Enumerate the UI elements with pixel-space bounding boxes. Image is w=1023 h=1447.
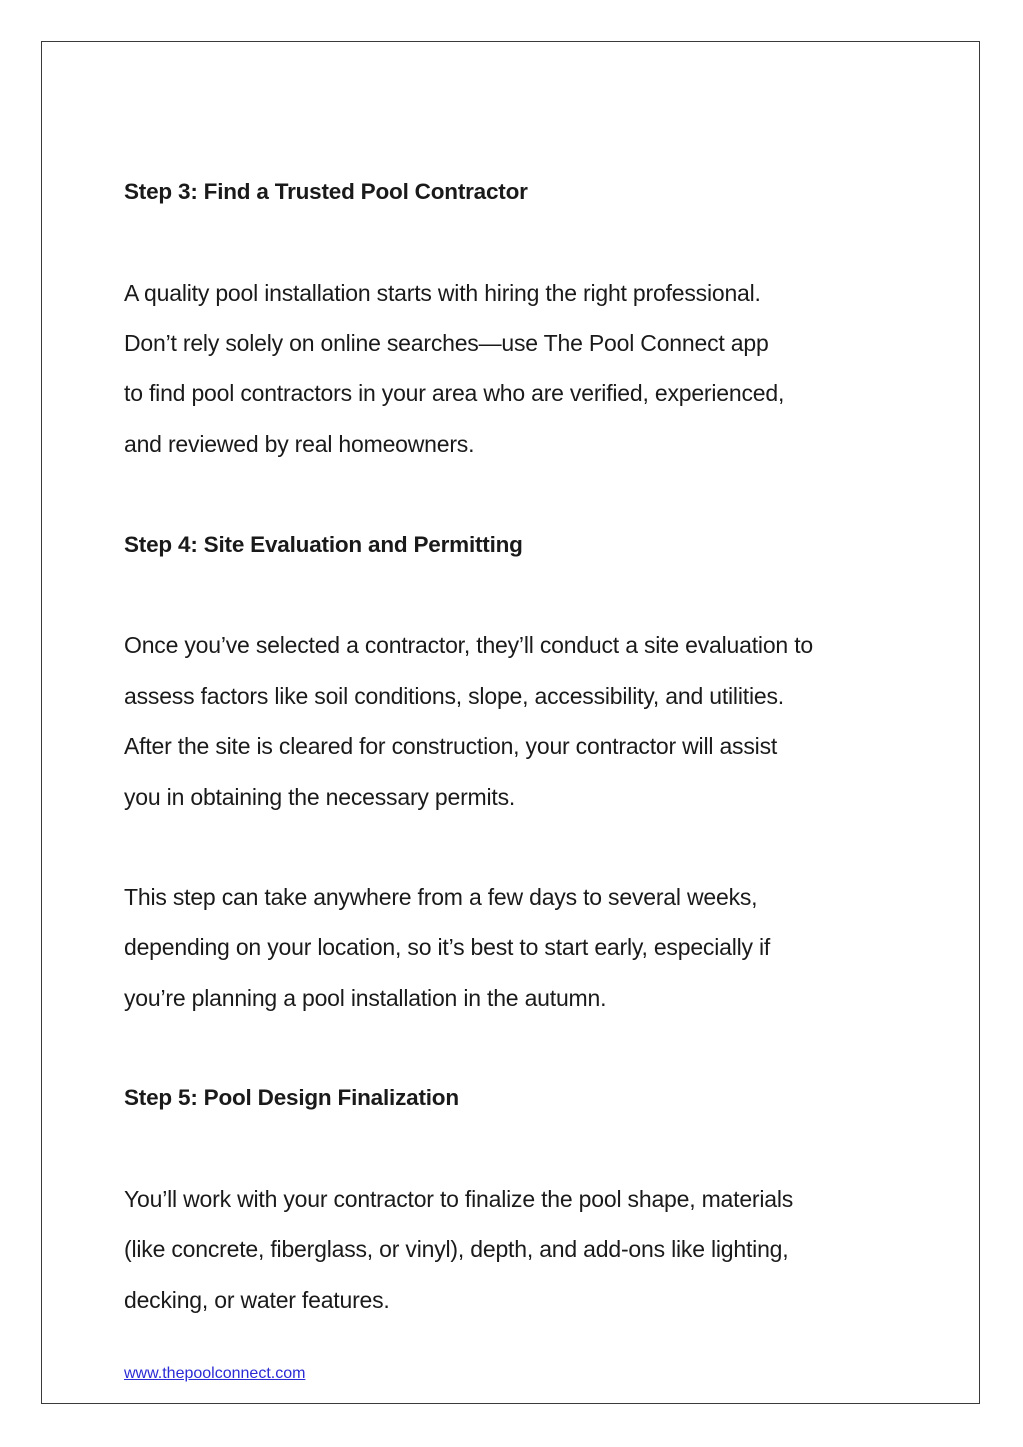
paragraph-line: you in obtaining the necessary permits. [124, 784, 516, 810]
paragraph-line: decking, or water features. [124, 1287, 390, 1313]
paragraph-line: After the site is cleared for construction, your contractor will assist [124, 733, 778, 759]
section-heading-step-5: Step 5: Pool Design Finalization [124, 1085, 459, 1110]
section-heading-step-3: Step 3: Find a Trusted Pool Contractor [124, 179, 528, 204]
paragraph-line: assess factors like soil conditions, slope, accessibility, and utilities. [124, 683, 784, 709]
paragraph-line: and reviewed by real homeowners. [124, 431, 475, 457]
paragraph-line: Once you’ve selected a contractor, they’ll conduct a site evaluation to [124, 632, 813, 658]
paragraph-line: (like concrete, fiberglass, or vinyl), depth, and add-ons like lighting, [124, 1236, 789, 1262]
paragraph-line: you’re planning a pool installation in the autumn. [124, 985, 607, 1011]
paragraph-line: depending on your location, so it’s best to start early, especially if [124, 934, 771, 960]
paragraph-line: You’ll work with your contractor to finalize the pool shape, materials [124, 1186, 794, 1212]
website-link[interactable]: www.thepoolconnect.com [124, 1365, 306, 1382]
section-heading-step-4: Step 4: Site Evaluation and Permitting [124, 532, 523, 557]
paragraph-line: Don’t rely solely on online searches—use The Pool Connect app [124, 330, 769, 356]
paragraph-line: A quality pool installation starts with hiring the right professional. [124, 280, 761, 306]
paragraph-line: to find pool contractors in your area who are verified, experienced, [124, 380, 785, 406]
paragraph-line: This step can take anywhere from a few days to several weeks, [124, 884, 758, 910]
